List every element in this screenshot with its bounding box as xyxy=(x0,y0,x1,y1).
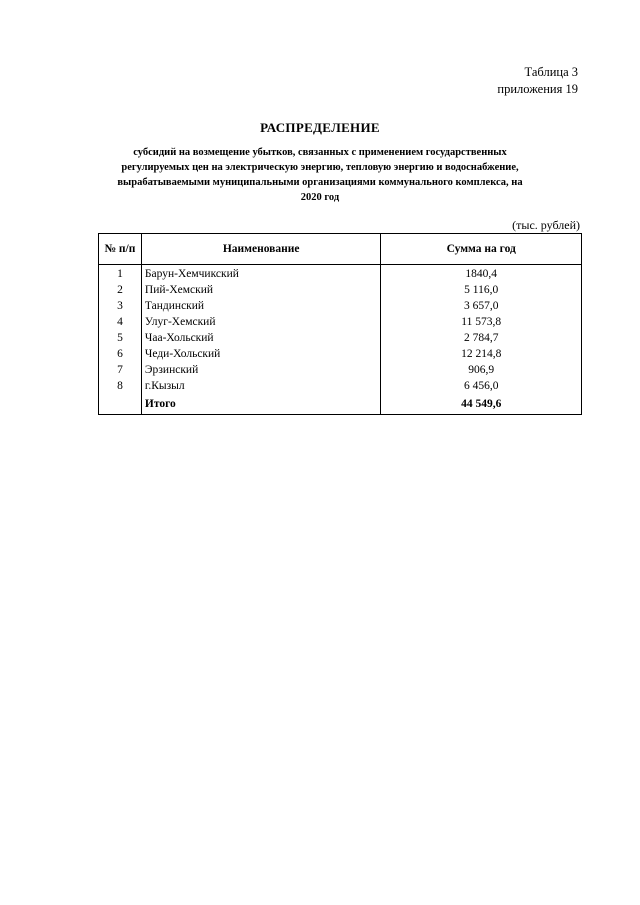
document-title: РАСПРЕДЕЛЕНИЕ xyxy=(260,120,380,135)
row-number: 5 xyxy=(99,330,142,346)
unit-label: (тыс. рублей) xyxy=(512,218,580,232)
row-name: Барун-Хемчикский xyxy=(141,265,381,283)
table-row xyxy=(99,362,582,378)
annex-reference xyxy=(497,64,578,98)
row-sum: 11 573,8 xyxy=(381,314,582,330)
table-row xyxy=(99,298,582,314)
table-row xyxy=(99,378,582,394)
table-row xyxy=(99,330,582,346)
header-name: Наименование xyxy=(141,234,381,265)
header-number: № п/п xyxy=(99,234,142,265)
row-name: Улуг-Хемский xyxy=(141,314,381,330)
row-name: Тандинский xyxy=(141,298,381,314)
row-number: 1 xyxy=(99,265,142,283)
row-sum: 5 116,0 xyxy=(381,282,582,298)
row-name: Чеди-Хольский xyxy=(141,346,381,362)
row-number: 3 xyxy=(99,298,142,314)
row-sum: 6 456,0 xyxy=(381,378,582,394)
row-number: 4 xyxy=(99,314,142,330)
row-number: 6 xyxy=(99,346,142,362)
annex-appendix-number: приложения 19 xyxy=(497,82,578,96)
row-number: 7 xyxy=(99,362,142,378)
row-sum: 2 784,7 xyxy=(381,330,582,346)
total-sum: 44 549,6 xyxy=(381,394,582,415)
row-name: Пий-Хемский xyxy=(141,282,381,298)
table-row xyxy=(99,314,582,330)
row-sum: 12 214,8 xyxy=(381,346,582,362)
row-sum: 3 657,0 xyxy=(381,298,582,314)
row-number: 2 xyxy=(99,282,142,298)
total-number-cell xyxy=(99,394,142,415)
row-number: 8 xyxy=(99,378,142,394)
row-name: г.Кызыл xyxy=(141,378,381,394)
row-name: Эрзинский xyxy=(141,362,381,378)
table-header-row xyxy=(99,234,582,265)
document-subtitle: субсидий на возмещение убытков, связанных с применением государственных регулируемых цен на электрическую энергию, тепловую энергию и водоснабжение, вырабатываемыми муниципальными организациями коммунального комплекса, на 2020 год xyxy=(117,147,523,203)
annex-table-number: Таблица 3 xyxy=(524,65,578,79)
row-sum: 906,9 xyxy=(381,362,582,378)
table-row xyxy=(99,265,582,283)
row-name: Чаа-Хольский xyxy=(141,330,381,346)
total-label: Итого xyxy=(141,394,381,415)
distribution-table xyxy=(98,233,582,415)
row-sum: 1840,4 xyxy=(381,265,582,283)
table-row xyxy=(99,346,582,362)
header-sum: Сумма на год xyxy=(381,234,582,265)
table-row xyxy=(99,282,582,298)
table-total-row xyxy=(99,394,582,415)
